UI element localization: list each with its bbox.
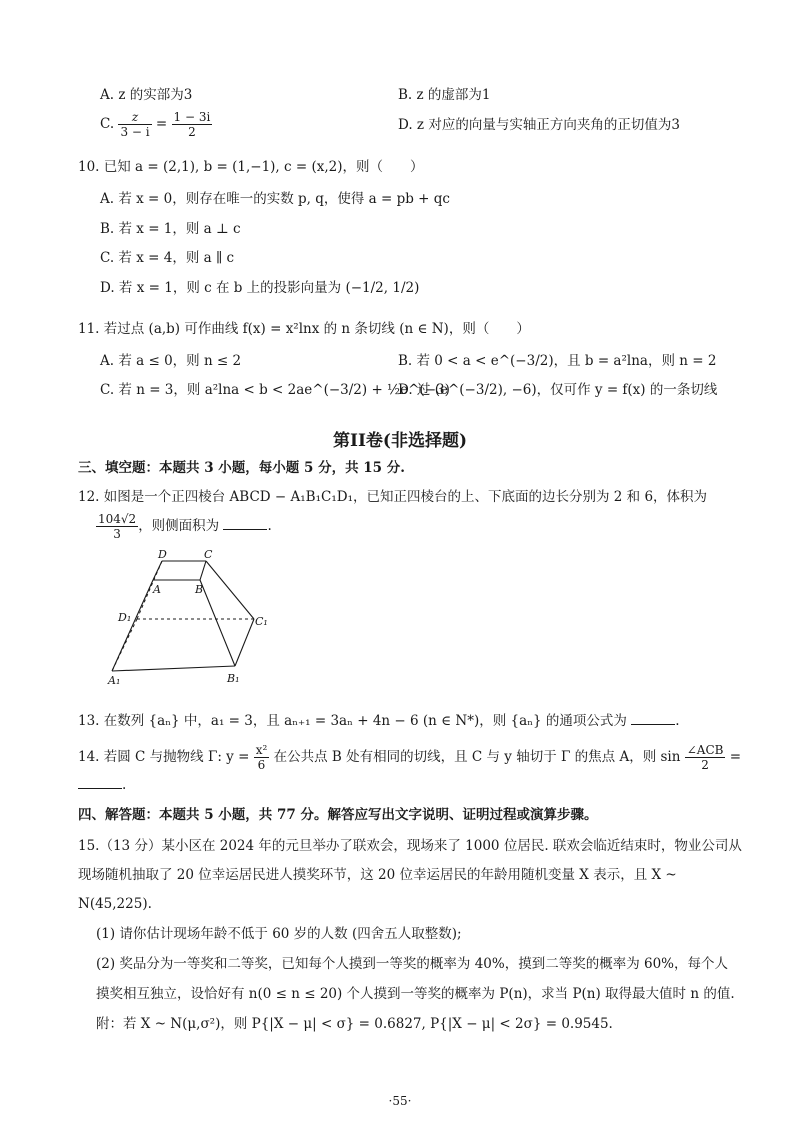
q9-option-d: D. z 对应的向量与实轴正方向夹角的正切值为3: [398, 117, 680, 133]
q13-text: 13. 在数列 {aₙ} 中，a₁ = 3，且 aₙ₊₁ = 3aₙ + 4n − 6 (n ∈ N*)，则 {aₙ} 的通项公式为: [78, 713, 627, 729]
q13: [78, 712, 680, 730]
label-b1: B₁: [227, 672, 240, 685]
q12-line1: 12. 如图是一个正四棱台 ABCD − A₁B₁C₁D₁，已知正四棱台的上、下底面的边长分别为 2 和 6，体积为: [78, 489, 708, 505]
q14-angle-den: 2: [701, 758, 709, 772]
q12-volume-num: 104√2: [98, 512, 137, 526]
q9-option-b: B. z 的虚部为1: [398, 87, 491, 103]
edge-b1c1: [235, 619, 254, 666]
q15-line3: N(45,225).: [78, 896, 152, 912]
fill-blank-header: 三、填空题：本题共 3 小题，每小题 5 分，共 15 分.: [78, 460, 405, 476]
q14-end: .: [122, 777, 127, 793]
q10-option-c: C. 若 x = 4，则 a ∥ c: [100, 250, 235, 266]
q13-answer-blank: [631, 712, 675, 725]
q9-c-rhs-den: 2: [188, 125, 196, 139]
q12-line2: $\frac{104√2}{3}$ ，则侧面积为 .: [98, 512, 272, 541]
edge-bb1: [200, 580, 235, 666]
q14-angle-num: ∠ACB: [686, 743, 724, 757]
q9-c-lhs-den: 3 − i: [120, 125, 150, 139]
label-a: A: [153, 583, 161, 596]
q14-answer-blank: [78, 776, 122, 789]
hidden-edge-d1a1: [112, 619, 137, 671]
q15-part1: (1) 请你估计现场年龄不低于 60 岁的人数 (四舍五人取整数);: [96, 926, 462, 942]
frustum-figure: [100, 548, 280, 688]
q14-frac-den: 6: [257, 758, 266, 772]
q9-option-c-eq: =: [155, 116, 168, 132]
q9-option-c-prefix: C.: [100, 116, 115, 132]
answer-header: 四、解答题：本题共 5 小题，共 77 分。解答应写出文字说明、证明过程或演算步骤。: [78, 807, 598, 823]
page-number: ·55·: [388, 1094, 412, 1108]
label-c: C: [204, 548, 213, 561]
q15-line1: 15.（13 分）某小区在 2024 年的元旦举办了联欢会，现场来了 1000 位居民. 联欢会临近结束时，物业公司从: [78, 838, 742, 854]
q13-end: .: [675, 713, 680, 729]
q15-note: 附：若 X ~ N(μ,σ²)，则 P{|X − μ| < σ} = 0.6827, P{|X − μ| < 2σ} = 0.9545.: [96, 1016, 613, 1032]
q9-option-c-rhs-fraction: [172, 110, 213, 139]
q14-line2: [78, 776, 126, 794]
label-b: B: [195, 583, 204, 596]
label-d1: D₁: [118, 611, 132, 624]
q15-part2b: 摸奖相互独立，设恰好有 n(0 ≤ n ≤ 20) 个人摸到一等奖的概率为 P(n)，求当 P(n) 取得最大值时 n 的值.: [96, 986, 735, 1002]
q14-parabola-fraction: [254, 743, 270, 772]
q10-option-d: D. 若 x = 1，则 c 在 b 上的投影向量为 (−1/2, 1/2): [100, 280, 420, 296]
q11-option-c: C. 若 n = 3，则 a²lna < b < 2ae^(−3/2) + ½e^(−3): [100, 382, 450, 398]
q11-stem: 11. 若过点 (a,b) 可作曲线 f(x) = x²lnx 的 n 条切线 (n ∈ N)，则（ ）: [78, 321, 530, 337]
section-2-title: 第II卷(非选择题): [333, 431, 467, 451]
q10-stem: 10. 已知 a = (2,1), b = (1,−1), c = (x,2)，则（ ）: [78, 159, 424, 175]
q9-option-c-lhs-fraction: [118, 110, 151, 139]
edge-bc: [200, 561, 206, 580]
edge-da: [153, 561, 162, 580]
q9-option-a: A. z 的实部为3: [100, 87, 193, 103]
q15-line2: 现场随机抽取了 20 位幸运居民进人摸奖环节，这 20 位幸运居民的年龄用随机变量 X 表示，且 X ~: [78, 867, 677, 883]
q14-text-pre: 14. 若圆 C 与抛物线 Γ: y =: [78, 749, 250, 765]
label-d: D: [158, 548, 167, 561]
q11-option-a: A. 若 a ≤ 0，则 n ≤ 2: [100, 353, 242, 369]
q14-frac-num: x²: [255, 743, 268, 757]
q14: [78, 740, 741, 774]
q10-option-b: B. 若 x = 1，则 a ⊥ c: [100, 221, 241, 237]
edge-a1b1: [112, 666, 235, 671]
q11-option-b: B. 若 0 < a < e^(−3/2)，且 b = a²lna，则 n = 2: [398, 353, 717, 369]
q12-volume-fraction: [96, 512, 138, 541]
q10-option-a: A. 若 x = 0，则存在唯一的实数 p, q，使得 a = pb + qc: [100, 191, 450, 207]
q12-volume-den: 3: [113, 527, 121, 541]
label-c1: C₁: [255, 615, 268, 628]
edge-cc1: [206, 561, 254, 619]
q9-c-rhs-num: 1 − 3i: [173, 110, 211, 124]
q14-eq: =: [729, 749, 742, 765]
q15-part2a: (2) 奖品分为一等奖和二等奖，已知每个人摸到一等奖的概率为 40%，摸到二等奖的概率为 60%，每个人: [96, 956, 729, 972]
label-a1: A₁: [108, 674, 121, 687]
q12-line2-text: ，则侧面积为: [138, 518, 220, 534]
q9-c-lhs-num: z: [118, 110, 151, 125]
q12-answer-blank: [223, 517, 267, 530]
q9-option-c: [100, 108, 212, 140]
q14-text-mid: 在公共点 B 处有相同的切线，且 C 与 y 轴切于 Γ 的焦点 A，则 sin: [273, 749, 681, 765]
q11-option-d: D. 过 (e^(−3/2), −6)，仅可作 y = f(x) 的一条切线: [398, 382, 718, 398]
q14-angle-fraction: [685, 743, 726, 772]
